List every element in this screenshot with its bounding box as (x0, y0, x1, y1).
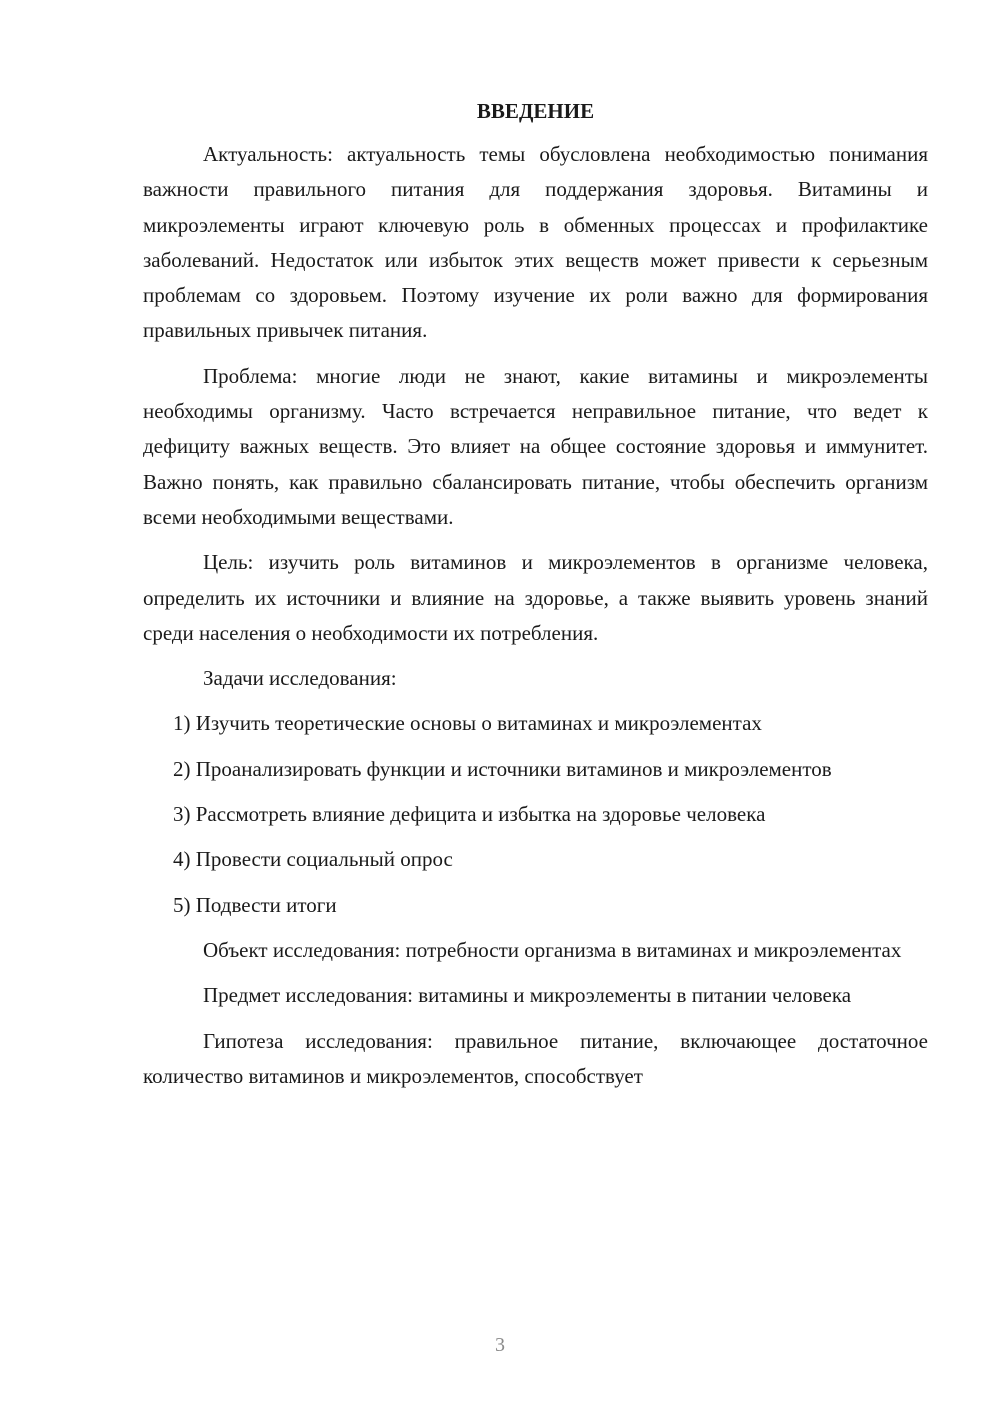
problem-paragraph: Проблема: многие люди не знают, какие витамины и микроэлементы необходимы организму. Часто встречается неправильное питание, что ведет к дефициту важных веществ. Это влияет на общее состояние здоровья и иммунитет. Важно понять, как правильно сбалансировать питание, чтобы обеспечить организм всеми необходимыми веществами. (143, 363, 928, 529)
task-item: 1) Изучить теоретические основы о витаминах и микроэлементах (173, 711, 762, 736)
hypothesis-paragraph: Гипотеза исследования: правильное питание, включающее достаточное количество витаминов и микроэлементов, способствует (143, 1028, 928, 1088)
subject-paragraph: Предмет исследования: витамины и микроэлементы в питании человека (203, 983, 852, 1008)
relevance-paragraph: Актуальность: актуальность темы обусловлена необходимостью понимания важности правильного питания для поддержания здоровья. Витамины и микроэлементы играют ключевую роль в обменных процессах и профилактике заболеваний. Недостаток или избыток этих веществ может привести к серьезным проблемам со здоровьем. Поэтому изучение их роли важно для формирования правильных привычек питания. (143, 142, 928, 343)
section-title: ВВЕДЕНИЕ (476, 99, 595, 123)
tasks-heading: Задачи исследования: (203, 666, 397, 691)
task-item: 5) Подвести итоги (173, 892, 337, 917)
page-number: 3 (495, 1334, 505, 1356)
task-item: 2) Проанализировать функции и источники витаминов и микроэлементов (173, 756, 832, 781)
goal-paragraph: Цель: изучить роль витаминов и микроэлементов в организме человека, определить их источники и влияние на здоровье, а также выявить уровень знаний среди населения о необходимости их потребления. (143, 550, 928, 645)
document-page (143, 96, 928, 1094)
task-item: 4) Провести социальный опрос (173, 847, 453, 872)
object-paragraph: Объект исследования: потребности организма в витаминах и микроэлементах (203, 937, 902, 962)
task-item: 3) Рассмотреть влияние дефицита и избытка на здоровье человека (173, 802, 766, 827)
